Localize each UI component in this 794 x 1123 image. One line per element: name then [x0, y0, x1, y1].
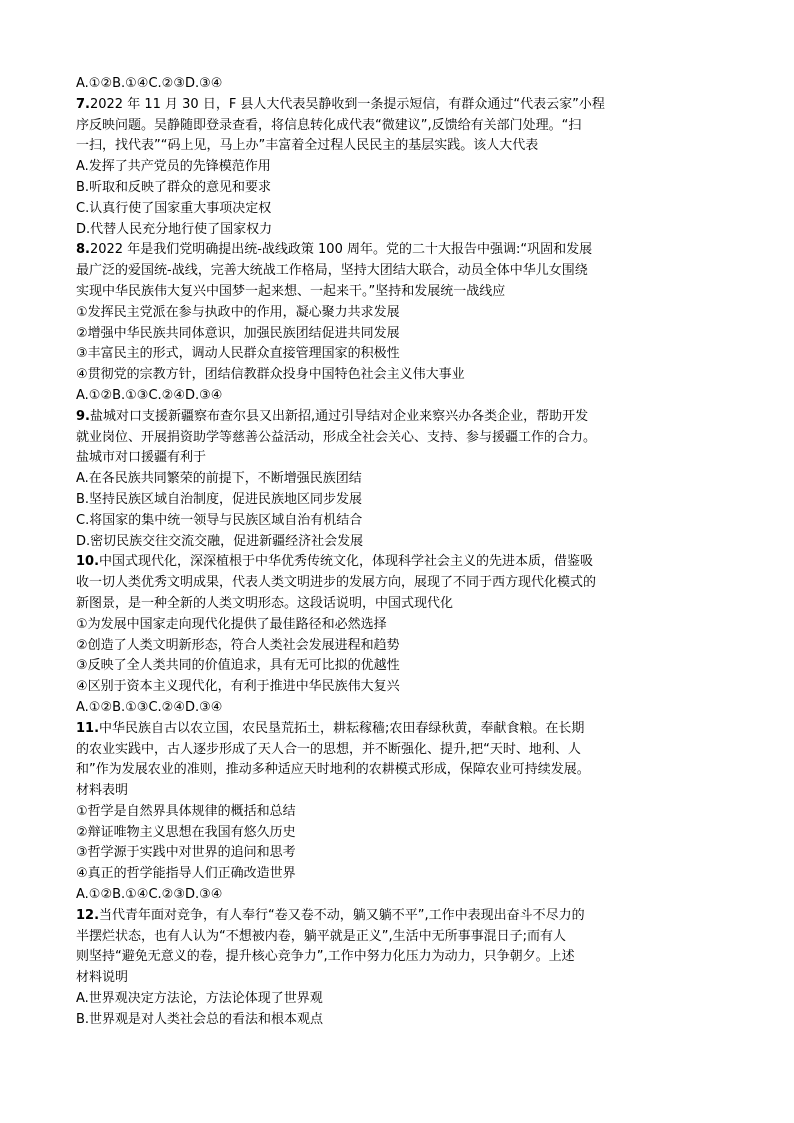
line-text: B.听取和反映了群众的意见和要求: [76, 179, 272, 195]
text-line: [76, 781, 738, 802]
text-line: [76, 324, 738, 345]
line-text: 中国式现代化，深深植根于中华优秀传统文化，体现科学社会主义的先进本质，借鉴吸: [99, 554, 594, 570]
line-text: A.①②B.①③C.②④D.③④: [76, 699, 223, 715]
line-text: A.①②B.①④C.②③D.③④: [76, 887, 223, 903]
line-text: B.坚持民族区域自治制度，促进民族地区同步发展: [76, 491, 363, 507]
line-text: 则坚持“避免无意义的卷，提升核心竞争力”,工作中努力化压力为动力，只争朝夕。上述: [76, 949, 575, 965]
line-text: 就业岗位、开展捐资助学等慈善公益活动，形成全社会关心、支持、参与援疆工作的合力。: [76, 429, 597, 445]
text-line: [76, 469, 738, 490]
question-number: 8.: [76, 242, 90, 258]
question-number: 11.: [76, 720, 100, 736]
text-line: [76, 989, 738, 1010]
line-text: D.密切民族交往交流交融，促进新疆经济社会发展: [76, 533, 364, 549]
text-line: [76, 719, 738, 740]
text-line: [76, 698, 738, 719]
text-line: [76, 116, 738, 137]
document-page: [76, 74, 738, 1031]
line-text: 和”作为发展农业的准则，推动多种适应天时地利的农耕模式形成，保障农业可持续发展。: [76, 762, 590, 778]
text-line: [76, 843, 738, 864]
line-text: ④真正的哲学能指导人们正确改造世界: [76, 866, 296, 882]
line-text: 当代青年面对竞争，有人奉行“卷又卷不动，躺又躺不平”,工作中表现出奋斗不尽力的: [99, 907, 585, 923]
text-line: [76, 656, 738, 677]
text-line: [76, 261, 738, 282]
line-text: A.在各民族共同繁荣的前提下，不断增强民族团结: [76, 471, 362, 487]
text-line: [76, 282, 738, 303]
text-line: [76, 220, 738, 241]
line-text: A.世界观决定方法论，方法论体现了世界观: [76, 991, 323, 1007]
text-line: [76, 947, 738, 968]
line-text: ①哲学是自然界具体规律的概括和总结: [76, 803, 296, 819]
text-line: [76, 636, 738, 657]
line-text: ②增强中华民族共同体意识，加强民族团结促进共同发展: [76, 325, 400, 341]
text-line: [76, 157, 738, 178]
text-line: [76, 1010, 738, 1031]
text-line: [76, 490, 738, 511]
question-number: 10.: [76, 554, 100, 570]
text-line: [76, 532, 738, 553]
text-line: [76, 740, 738, 761]
text-line: [76, 594, 738, 615]
line-text: ③哲学源于实践中对世界的追问和思考: [76, 845, 296, 861]
line-text: C.认真行使了国家重大事项决定权: [76, 200, 272, 216]
line-text: A.①②B.①③C.②④D.③④: [76, 387, 223, 403]
line-text: 中华民族自古以农立国，农民垦荒拓土，耕耘稼穑;农田春绿秋黄，奉献食粮。在长期: [99, 720, 585, 736]
text-line: [76, 802, 738, 823]
question-number: 12.: [76, 907, 100, 923]
text-line: [76, 240, 738, 261]
text-line: [76, 927, 738, 948]
text-line: [76, 199, 738, 220]
text-line: [76, 365, 738, 386]
text-line: [76, 407, 738, 428]
line-text: 的农业实践中，古人逐步形成了天人合一的思想，并不断强化、提升,把“天时、地利、人: [76, 741, 581, 757]
line-text: A.①②B.①④C.②③D.③④: [76, 76, 223, 91]
text-line: [76, 303, 738, 324]
line-text: 材料表明: [76, 783, 129, 799]
text-line: [76, 428, 738, 449]
line-text: 2022 年 11 月 30 日，F 县人大代表吴静收到一条提示短信，有群众通过“代表云家”小程: [89, 96, 605, 112]
line-text: C.将国家的集中统一领导与民族区域自治有机结合: [76, 512, 363, 528]
text-line: [76, 968, 738, 989]
line-text: ①发挥民主党派在参与执政中的作用，凝心聚力共求发展: [76, 304, 400, 320]
line-text: A.发挥了共产党员的先锋模范作用: [76, 159, 271, 175]
line-text: ①为发展中国家走向现代化提供了最佳路径和必然选择: [76, 616, 387, 632]
line-text: ④贯彻党的宗教方针，团结信教群众投身中国特色社会主义伟大事业: [76, 367, 465, 383]
line-text: 新图景，是一种全新的人类文明形态。这段话说明，中国式现代化: [76, 595, 454, 611]
line-text: ②辩证唯物主义思想在我国有悠久历史: [76, 824, 296, 840]
line-text: 实现中华民族伟大复兴中国梦一起来想、一起来干。”坚持和发展统一战线应: [76, 283, 506, 299]
line-text: 2022 年是我们党明确提出统-战线政策 100 周年。党的二十大报告中强调:“巩固和发展: [89, 242, 593, 258]
question-number: 7.: [76, 96, 90, 112]
line-text: 一扫，找代表”“码上见，马上办”丰富着全过程人民民主的基层实践。该人大代表: [76, 138, 539, 154]
line-text: 半摆烂状态，也有人认为“不想被内卷，躺平就是正义”,生活中无所事事混日子;而有人: [76, 928, 566, 944]
text-line: [76, 573, 738, 594]
line-text: ②创造了人类文明新形态，符合人类社会发展进程和趋势: [76, 637, 400, 653]
text-line: [76, 74, 738, 95]
text-line: [76, 178, 738, 199]
text-line: [76, 823, 738, 844]
question-number: 9.: [76, 408, 90, 424]
line-text: B.世界观是对人类社会总的看法和根本观点: [76, 1011, 324, 1027]
text-line: [76, 760, 738, 781]
text-line: [76, 864, 738, 885]
text-line: [76, 615, 738, 636]
line-text: ③丰富民主的形式，调动人民群众直接管理国家的积极性: [76, 346, 400, 362]
line-text: ③反映了全人类共同的价值追求，具有无可比拟的优越性: [76, 658, 400, 674]
line-text: 盐城市对口援疆有利于: [76, 450, 207, 466]
line-text: 最广泛的爱国统-战线，完善大统战工作格局，坚持大团结大联合，动员全体中华儿女围绕: [76, 263, 588, 279]
text-line: [76, 136, 738, 157]
line-text: 序反映问题。吴静随即登录查看，将信息转化成代表“微建议”,反馈给有关部门处理。“扫: [76, 117, 582, 133]
text-line: [76, 885, 738, 906]
text-line: [76, 386, 738, 407]
text-line: [76, 95, 738, 116]
line-text: D.代替人民充分地行使了国家权力: [76, 221, 273, 237]
line-text: 材料说明: [76, 970, 129, 986]
text-line: [76, 552, 738, 573]
text-line: [76, 677, 738, 698]
text-line: [76, 511, 738, 532]
text-line: [76, 448, 738, 469]
text-line: [76, 906, 738, 927]
line-text: 盐城对口支援新疆察布查尔县又出新招,通过引导结对企业来察兴办各类企业，帮助开发: [89, 408, 589, 424]
text-line: [76, 344, 738, 365]
line-text: ④区别于资本主义现代化，有利于推进中华民族伟大复兴: [76, 679, 400, 695]
line-text: 收一切人类优秀文明成果，代表人类文明进步的发展方向，展现了不同于西方现代化模式的: [76, 575, 597, 591]
